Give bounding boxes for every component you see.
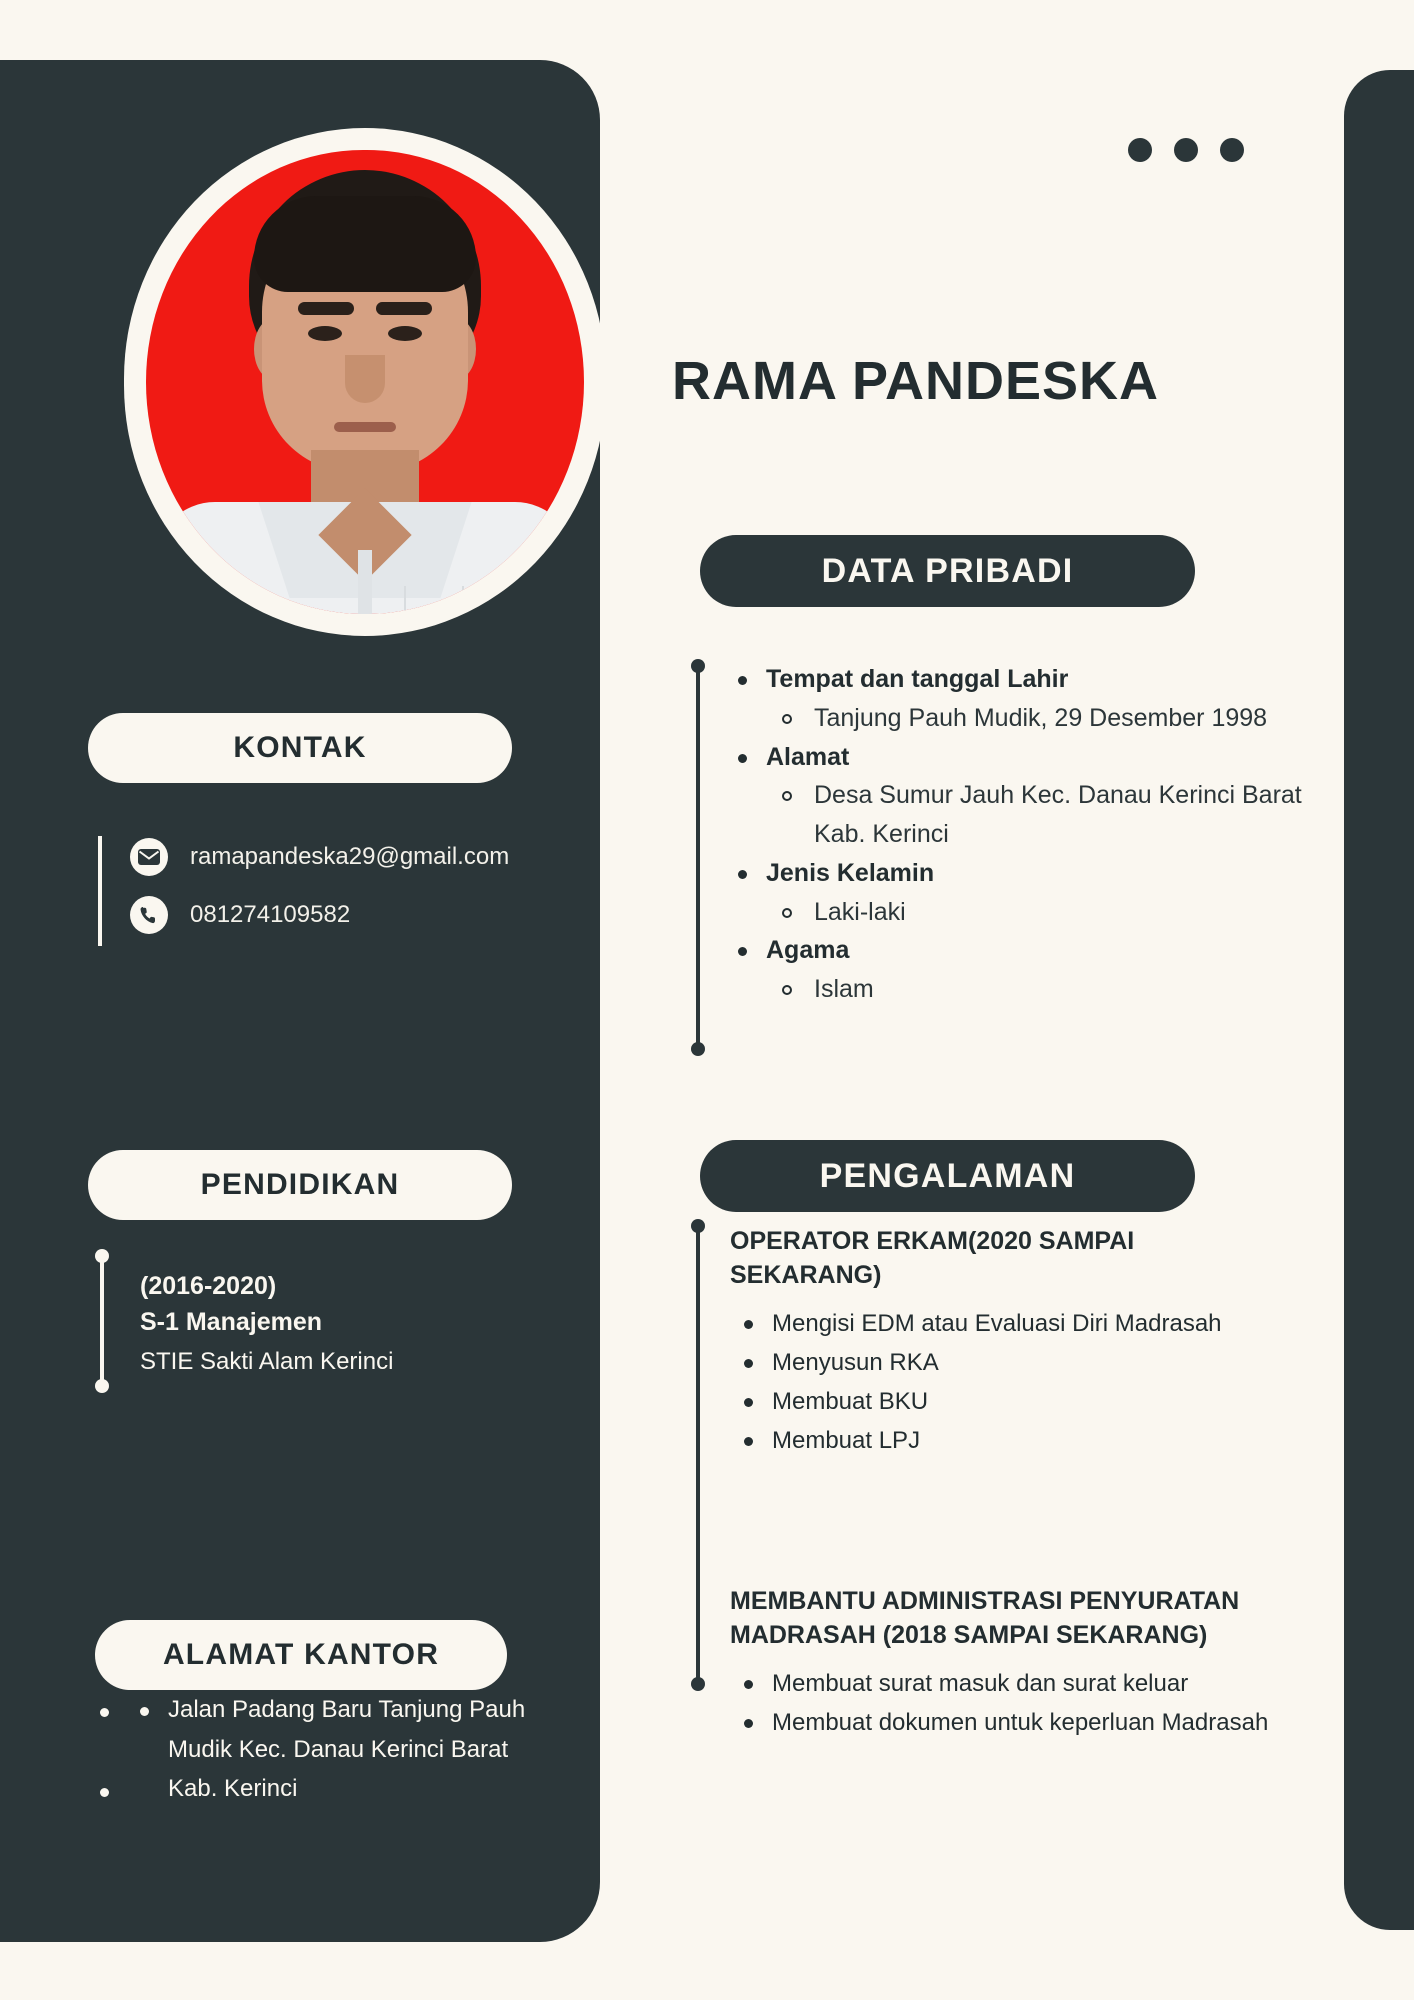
- timeline-cap-icon: [691, 659, 705, 673]
- list-item: Jenis Kelamin: [730, 854, 1330, 893]
- experience-entry: [730, 1225, 1290, 1461]
- timeline-bar-pengalaman: [696, 1225, 700, 1685]
- portrait-fringe: [254, 196, 476, 292]
- list-item: Membuat dokumen untuk keperluan Madrasah: [730, 1704, 1290, 1741]
- timeline-bar-pendidikan: [100, 1255, 104, 1387]
- portrait-shirt-pocket: [404, 586, 464, 614]
- list-item: Laki-laki: [730, 893, 1330, 932]
- contact-email: ramapandeska29@gmail.com: [190, 843, 510, 870]
- timeline-cap-icon: [95, 1249, 109, 1263]
- portrait-eye-left: [308, 326, 342, 341]
- contact-phone-row[interactable]: [130, 896, 509, 934]
- right-accent-stripe: [1344, 70, 1414, 1930]
- contact-phone: 081274109582: [190, 901, 351, 928]
- education-entry: [140, 1268, 393, 1379]
- list-item: Mengisi EDM atau Evaluasi Diri Madrasah: [730, 1305, 1290, 1342]
- experience-bullets: [730, 1305, 1290, 1460]
- dot-icon: [1220, 138, 1244, 162]
- section-heading-pengalaman: PENGALAMAN: [700, 1140, 1195, 1212]
- timeline-bar-kontak: [98, 836, 102, 946]
- portrait-eye-right: [388, 326, 422, 341]
- page-title: RAMA PANDESKA: [672, 351, 1160, 411]
- experience-title: OPERATOR ERKAM(2020 SAMPAI SEKARANG): [730, 1227, 1135, 1289]
- list-item: Menyusun RKA: [730, 1344, 1290, 1381]
- list-item: Membuat BKU: [730, 1383, 1290, 1420]
- timeline-cap-icon: [691, 1219, 705, 1233]
- experience-title: MEMBANTU ADMINISTRASI PENYURATAN MADRASAH (2018 SAMPAI SEKARANG): [730, 1587, 1240, 1649]
- timeline-cap-icon: [95, 1379, 109, 1393]
- list-item: Tempat dan tanggal Lahir: [730, 660, 1330, 699]
- contact-email-row[interactable]: [130, 838, 509, 876]
- section-heading-alamat-kantor: ALAMAT KANTOR: [95, 1620, 507, 1690]
- decorative-dots: [1128, 138, 1244, 162]
- experience-bullets: [730, 1665, 1290, 1741]
- profile-photo: [124, 128, 606, 636]
- list-item: Islam: [730, 970, 1330, 1009]
- list-item: Jalan Padang Baru Tanjung Pauh Mudik Kec. Danau Kerinci Barat Kab. Kerinci: [100, 1690, 540, 1809]
- portrait-shirt-placket: [358, 550, 372, 614]
- phone-icon: [130, 896, 168, 934]
- envelope-icon: [130, 838, 168, 876]
- portrait-brow-left: [298, 302, 354, 315]
- office-address-list: [100, 1690, 540, 1809]
- portrait-nose: [345, 355, 385, 403]
- section-heading-data-pribadi: DATA PRIBADI: [700, 535, 1195, 607]
- timeline-bar-data-pribadi: [696, 665, 700, 1050]
- contact-list: [130, 838, 509, 954]
- dot-icon: [1174, 138, 1198, 162]
- timeline-cap-icon: [691, 1677, 705, 1691]
- list-item: Agama: [730, 931, 1330, 970]
- education-period: (2016-2020): [140, 1272, 277, 1300]
- list-item: Tanjung Pauh Mudik, 29 Desember 1998: [730, 699, 1330, 738]
- list-item: Desa Sumur Jauh Kec. Danau Kerinci Barat Kab. Kerinci: [730, 776, 1330, 854]
- list-item: Membuat LPJ: [730, 1422, 1290, 1459]
- list-item: Alamat: [730, 738, 1330, 777]
- education-degree: S-1 Manajemen: [140, 1308, 323, 1337]
- experience-entry: [730, 1585, 1290, 1743]
- education-school: STIE Sakti Alam Kerinci: [140, 1347, 394, 1375]
- portrait-brow-right: [376, 302, 432, 315]
- portrait-mouth: [334, 422, 396, 432]
- profile-photo-image: [146, 150, 584, 614]
- timeline-cap-icon: [691, 1042, 705, 1056]
- dot-icon: [1128, 138, 1152, 162]
- data-pribadi-list: [730, 660, 1330, 1009]
- section-heading-kontak: KONTAK: [88, 713, 512, 783]
- section-heading-pendidikan: PENDIDIKAN: [88, 1150, 512, 1220]
- list-item: Membuat surat masuk dan surat keluar: [730, 1665, 1290, 1702]
